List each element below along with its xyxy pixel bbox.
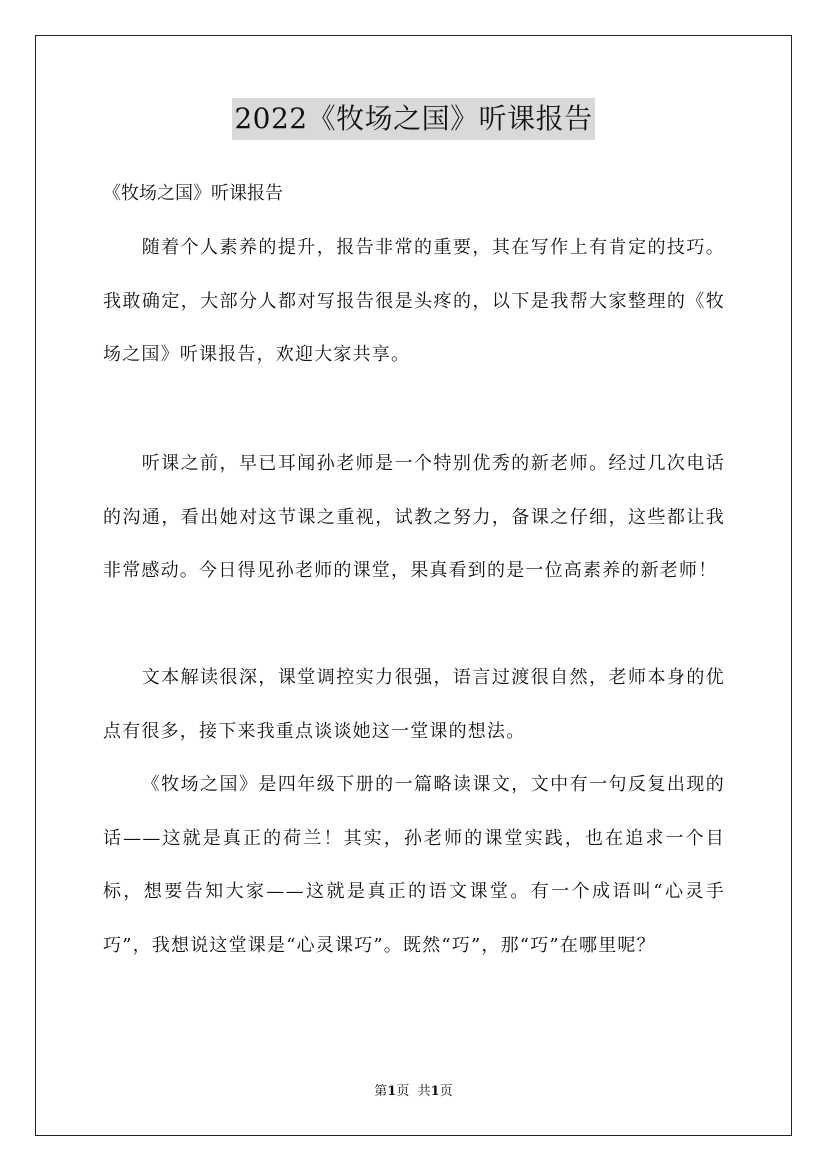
paragraph-intro: 随着个人素养的提升，报告非常的重要，其在写作上有肯定的技巧。我敢确定，大部分人都对写报告很是头疼的，以下是我帮大家整理的《牧场之国》听课报告，欢迎大家共享。 [103,237,725,365]
title-container [0,98,827,140]
footer-total-prefix: 共 [417,1084,431,1099]
page-footer [0,1083,827,1101]
paragraph-before-class: 听课之前，早已耳闻孙老师是一个特别优秀的新老师。经过几次电话的沟通，看出她对这节课之重视，试教之努力，备课之仔细，这些都让我非常感动。今日得见孙老师的课堂，果真看到的是一位高素养的新老师！ [103,453,725,581]
footer-page-prefix: 第 [374,1084,388,1099]
document-subtitle: 《牧场之国》听课报告 [103,183,283,204]
footer-page-number: 1 [387,1084,397,1099]
document-title: 2022《牧场之国》听课报告 [232,98,594,140]
footer-total-suffix: 页 [439,1084,453,1099]
footer-total-number: 1 [430,1084,440,1099]
paragraph-lesson: 《牧场之国》是四年级下册的一篇略读课文，文中有一句反复出现的话——这就是真正的荷兰！其实，孙老师的课堂实践，也在追求一个目标，想要告知大家——这就是真正的语文课堂。有一个成语叫“心灵手巧”，我想说这堂课是“心灵课巧”。既然“巧”，那“巧”在哪里呢？ [103,774,725,956]
footer-page-suffix: 页 [396,1084,410,1099]
paragraph-strengths: 文本解读很深，课堂调控实力很强，语言过渡很自然，老师本身的优点有很多，接下来我重点谈谈她这一堂课的想法。 [103,667,725,742]
